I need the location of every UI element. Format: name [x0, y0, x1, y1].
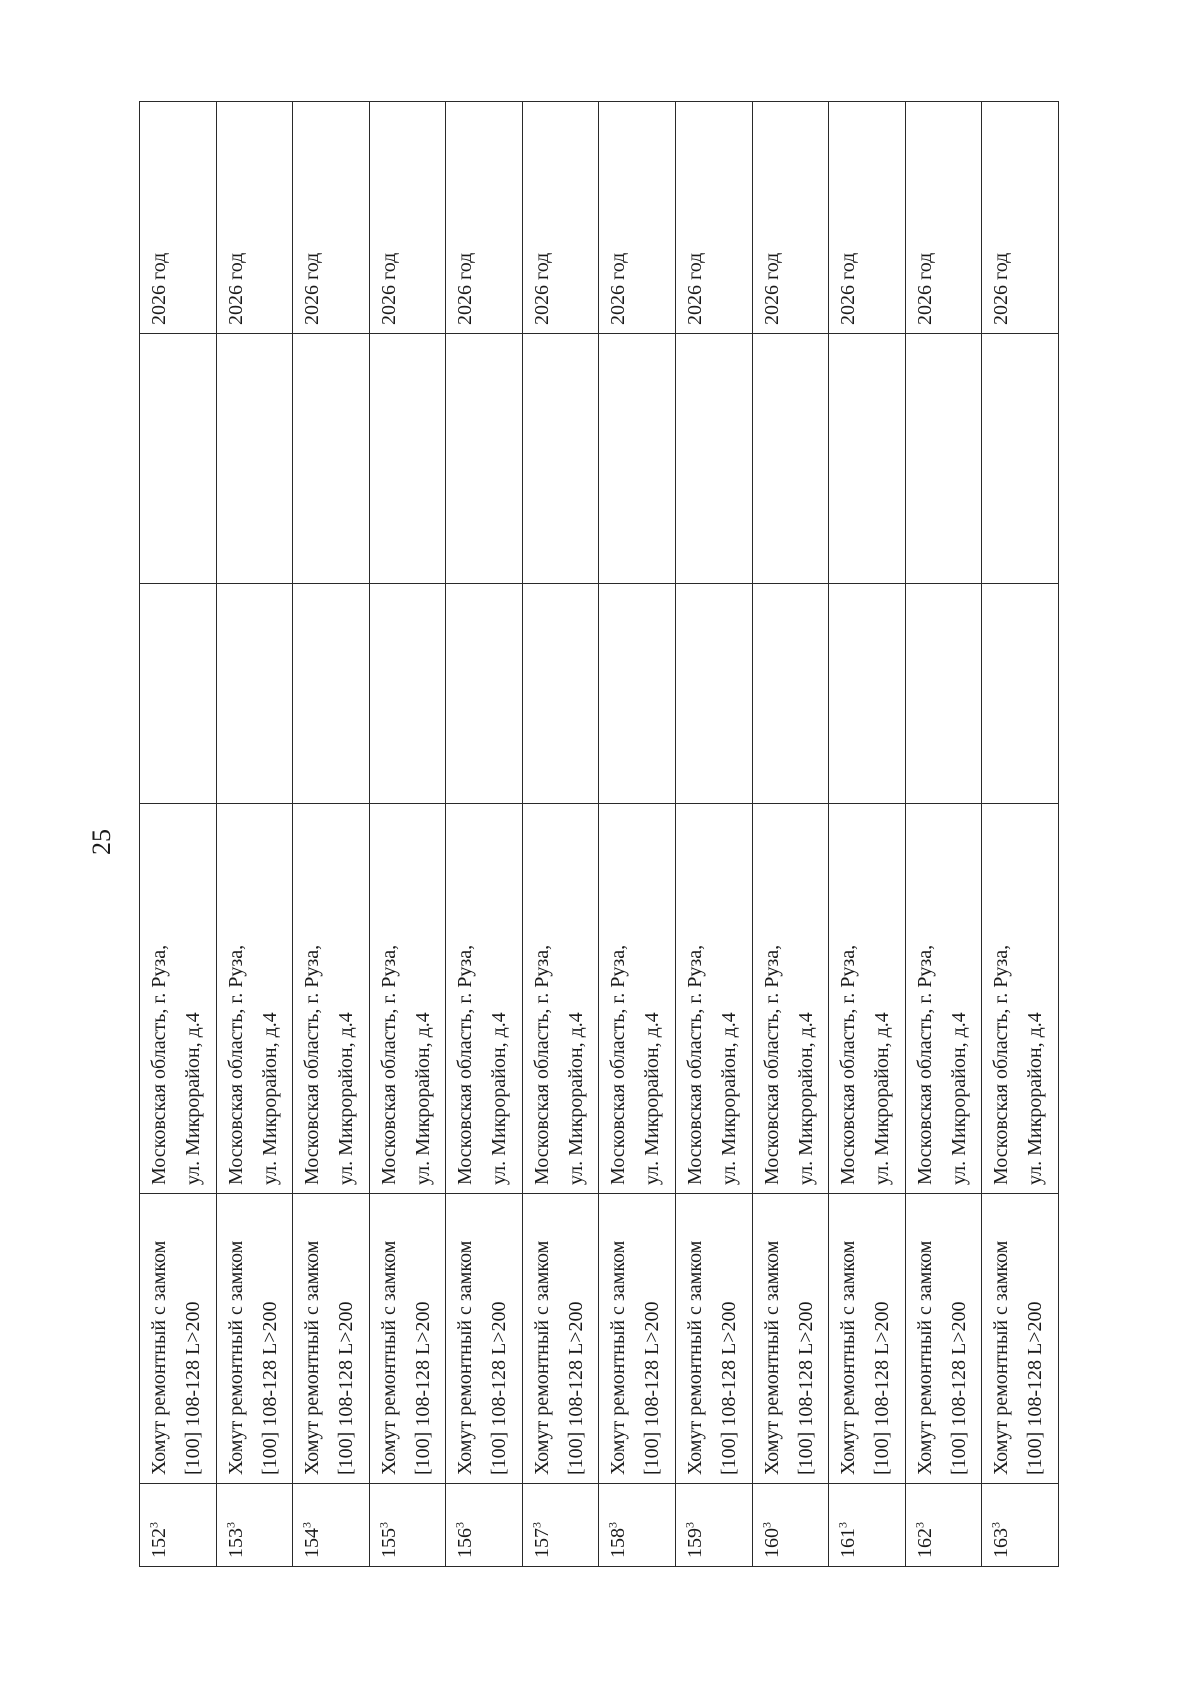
item-name-line1: Хомут ремонтный с замком	[224, 1240, 247, 1475]
address-cell	[599, 804, 676, 1194]
item-name-line1: Хомут ремонтный с замком	[837, 1240, 860, 1475]
address-line1: Московская область, г. Руза,	[760, 944, 783, 1185]
address-cell	[216, 804, 293, 1194]
year-cell: 2026 год	[905, 102, 982, 334]
empty-cell-1	[140, 584, 217, 804]
year-cell: 2026 год	[676, 102, 753, 334]
item-name-line2: [100] 108-128 L>200	[871, 1301, 894, 1475]
address-cell	[446, 804, 523, 1194]
item-name-line2: [100] 108-128 L>200	[1024, 1301, 1047, 1475]
empty-cell-2	[829, 334, 906, 584]
address-cell	[522, 804, 599, 1194]
item-name-line2: [100] 108-128 L>200	[411, 1301, 434, 1475]
year-cell: 2026 год	[216, 102, 293, 334]
empty-cell-2	[216, 334, 293, 584]
address-cell	[676, 804, 753, 1194]
table-row	[216, 102, 293, 1567]
table-row	[599, 102, 676, 1567]
year-cell: 2026 год	[599, 102, 676, 334]
table-row	[369, 102, 446, 1567]
item-name-line1: Хомут ремонтный с замком	[454, 1240, 477, 1475]
row-number: 154	[301, 1528, 324, 1558]
address-line1: Московская область, г. Руза,	[148, 944, 170, 1185]
year-cell: 2026 год	[522, 102, 599, 334]
address-line1: Московская область, г. Руза,	[224, 944, 247, 1185]
row-number: 159	[684, 1528, 707, 1558]
table-row	[446, 102, 523, 1567]
year-cell: 2026 год	[829, 102, 906, 334]
address-cell	[752, 804, 829, 1194]
empty-cell-2	[140, 334, 217, 584]
empty-cell-1	[599, 584, 676, 804]
address-line1: Московская область, г. Руза,	[913, 944, 936, 1185]
address-line2: ул. Микрорайон, д.4	[182, 1012, 204, 1185]
table-row	[829, 102, 906, 1567]
item-name-line2: [100] 108-128 L>200	[488, 1301, 511, 1475]
year-cell: 2026 год	[369, 102, 446, 334]
address-cell	[140, 804, 217, 1194]
address-cell	[829, 804, 906, 1194]
empty-cell-2	[982, 334, 1059, 584]
address-line2: ул. Микрорайон, д.4	[641, 1012, 664, 1185]
empty-cell-1	[522, 584, 599, 804]
row-number: 156	[454, 1528, 477, 1558]
year-cell: 2026 год	[982, 102, 1059, 334]
row-number-cell	[676, 1484, 753, 1567]
empty-cell-2	[446, 334, 523, 584]
item-name-line2: [100] 108-128 L>200	[947, 1301, 970, 1475]
item-name-cell	[522, 1194, 599, 1484]
empty-cell-2	[752, 334, 829, 584]
row-number: 157	[530, 1528, 553, 1558]
row-number-superscript: 3	[605, 1522, 620, 1528]
address-line2: ул. Микрорайон, д.4	[488, 1012, 511, 1185]
item-name-cell	[905, 1194, 982, 1484]
item-name-line1: Хомут ремонтный с замком	[990, 1240, 1013, 1475]
address-line1: Московская область, г. Руза,	[837, 944, 860, 1185]
item-name-line2: [100] 108-128 L>200	[718, 1301, 741, 1475]
item-name-line2: [100] 108-128 L>200	[564, 1301, 587, 1475]
item-name-cell	[293, 1194, 370, 1484]
row-number-superscript: 3	[222, 1522, 237, 1528]
address-cell	[293, 804, 370, 1194]
item-name-line2: [100] 108-128 L>200	[258, 1301, 281, 1475]
empty-cell-2	[522, 334, 599, 584]
item-name-cell	[676, 1194, 753, 1484]
item-name-line1: Хомут ремонтный с замком	[607, 1240, 630, 1475]
address-line2: ул. Микрорайон, д.4	[564, 1012, 587, 1185]
table-body	[140, 102, 1059, 1567]
row-number: 158	[607, 1528, 630, 1558]
row-number-cell	[599, 1484, 676, 1567]
item-name-cell	[599, 1194, 676, 1484]
table-row	[905, 102, 982, 1567]
empty-cell-2	[599, 334, 676, 584]
item-name-line2: [100] 108-128 L>200	[641, 1301, 664, 1475]
table-row	[752, 102, 829, 1567]
empty-cell-1	[216, 584, 293, 804]
empty-cell-2	[905, 334, 982, 584]
row-number: 152	[148, 1528, 170, 1558]
item-name-line2: [100] 108-128 L>200	[794, 1301, 817, 1475]
row-number-cell	[905, 1484, 982, 1567]
address-cell	[369, 804, 446, 1194]
row-number: 162	[913, 1528, 936, 1558]
item-name-line1: Хомут ремонтный с замком	[530, 1240, 553, 1475]
empty-cell-1	[905, 584, 982, 804]
table-row	[140, 102, 217, 1567]
year-cell: 2026 год	[140, 102, 217, 334]
table-row	[293, 102, 370, 1567]
table-row	[982, 102, 1059, 1567]
item-name-cell	[446, 1194, 523, 1484]
row-number-superscript: 3	[835, 1522, 850, 1528]
row-number-superscript: 3	[376, 1522, 391, 1528]
address-line1: Московская область, г. Руза,	[684, 944, 707, 1185]
address-line2: ул. Микрорайон, д.4	[718, 1012, 741, 1185]
empty-cell-1	[293, 584, 370, 804]
row-number-superscript: 3	[758, 1522, 773, 1528]
empty-cell-1	[676, 584, 753, 804]
row-number-superscript: 3	[988, 1522, 1003, 1528]
row-number-cell	[752, 1484, 829, 1567]
item-name-cell	[982, 1194, 1059, 1484]
item-name-cell	[752, 1194, 829, 1484]
empty-cell-1	[982, 584, 1059, 804]
row-number-superscript: 3	[912, 1522, 927, 1528]
empty-cell-1	[369, 584, 446, 804]
row-number: 155	[377, 1528, 400, 1558]
address-line2: ул. Микрорайон, д.4	[947, 1012, 970, 1185]
address-cell	[905, 804, 982, 1194]
table-container	[139, 102, 1059, 1567]
row-number-cell	[829, 1484, 906, 1567]
row-number-cell	[216, 1484, 293, 1567]
address-line1: Московская область, г. Руза,	[990, 944, 1013, 1185]
item-name-line2: [100] 108-128 L>200	[182, 1301, 204, 1475]
row-number: 161	[837, 1528, 860, 1558]
item-name-line2: [100] 108-128 L>200	[335, 1301, 358, 1475]
row-number-cell	[293, 1484, 370, 1567]
item-name-cell	[216, 1194, 293, 1484]
item-name-line1: Хомут ремонтный с замком	[377, 1240, 400, 1475]
row-number: 160	[760, 1528, 783, 1558]
item-name-cell	[829, 1194, 906, 1484]
year-cell: 2026 год	[752, 102, 829, 334]
empty-cell-2	[676, 334, 753, 584]
row-number-superscript: 3	[529, 1522, 544, 1528]
item-name-cell	[369, 1194, 446, 1484]
address-line2: ул. Микрорайон, д.4	[335, 1012, 358, 1185]
address-line2: ул. Микрорайон, д.4	[871, 1012, 894, 1185]
row-number-cell	[522, 1484, 599, 1567]
empty-cell-1	[829, 584, 906, 804]
item-name-line1: Хомут ремонтный с замком	[913, 1240, 936, 1475]
row-number: 153	[224, 1528, 247, 1558]
address-line1: Московская область, г. Руза,	[301, 944, 324, 1185]
empty-cell-1	[752, 584, 829, 804]
empty-cell-2	[369, 334, 446, 584]
empty-cell-1	[446, 584, 523, 804]
item-name-line1: Хомут ремонтный с замком	[684, 1240, 707, 1475]
page-number: 25	[87, 829, 116, 855]
empty-cell-2	[293, 334, 370, 584]
address-line2: ул. Микрорайон, д.4	[1024, 1012, 1047, 1185]
address-line2: ул. Микрорайон, д.4	[258, 1012, 281, 1185]
row-number-cell	[140, 1484, 217, 1567]
year-cell: 2026 год	[446, 102, 523, 334]
address-cell	[982, 804, 1059, 1194]
table-row	[522, 102, 599, 1567]
item-name-line1: Хомут ремонтный с замком	[301, 1240, 324, 1475]
row-number-superscript: 3	[299, 1522, 314, 1528]
address-line1: Московская область, г. Руза,	[607, 944, 630, 1185]
equipment-table	[139, 101, 1059, 1567]
year-cell: 2026 год	[293, 102, 370, 334]
row-number-cell	[446, 1484, 523, 1567]
row-number-cell	[982, 1484, 1059, 1567]
address-line1: Московская область, г. Руза,	[454, 944, 477, 1185]
item-name-cell	[140, 1194, 217, 1484]
address-line2: ул. Микрорайон, д.4	[411, 1012, 434, 1185]
row-number-cell	[369, 1484, 446, 1567]
row-number: 163	[990, 1528, 1013, 1558]
item-name-line1: Хомут ремонтный с замком	[760, 1240, 783, 1475]
table-row	[676, 102, 753, 1567]
address-line1: Московская область, г. Руза,	[530, 944, 553, 1185]
row-number-superscript: 3	[682, 1522, 697, 1528]
row-number-superscript: 3	[452, 1522, 467, 1528]
item-name-line1: Хомут ремонтный с замком	[148, 1240, 170, 1475]
address-line1: Московская область, г. Руза,	[377, 944, 400, 1185]
row-number-superscript: 3	[146, 1522, 161, 1528]
address-line2: ул. Микрорайон, д.4	[794, 1012, 817, 1185]
